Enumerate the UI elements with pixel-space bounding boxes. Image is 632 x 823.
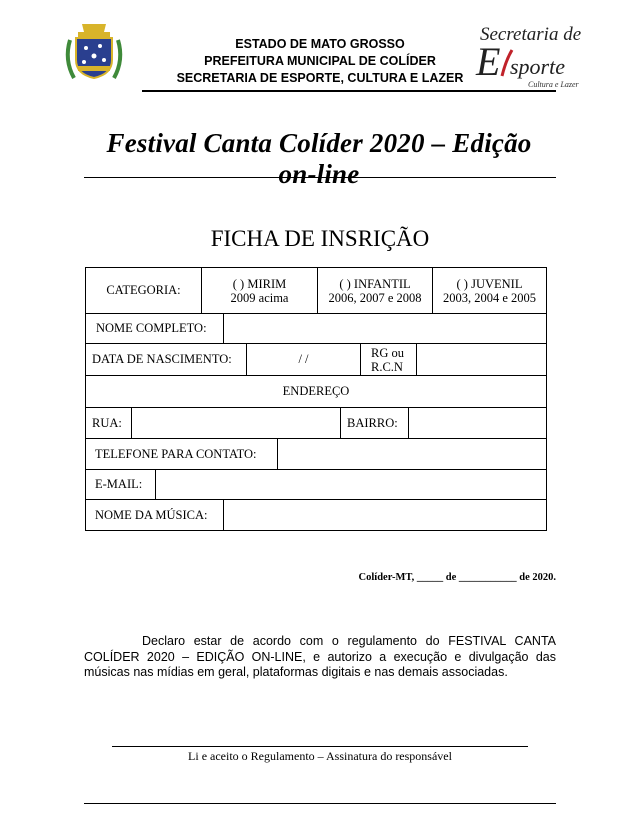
endereco-label: ENDEREÇO (282, 384, 350, 398)
header-state: ESTADO DE MATO GROSSO (235, 37, 405, 51)
category-row (85, 267, 547, 314)
header-secretaria: SECRETARIA DE ESPORTE, CULTURA E LAZER (176, 71, 464, 85)
category-option-juvenil[interactable] (433, 268, 546, 313)
logo-letter-e: E (476, 39, 501, 84)
form-title: FICHA DE INSRIÇÃO (210, 226, 430, 251)
email-label: E-MAIL: (86, 470, 156, 499)
footer-divider (84, 803, 556, 804)
telefone-field[interactable] (278, 439, 546, 469)
logo-line3: Cultura e Lazer (528, 80, 579, 89)
bairro-field[interactable] (409, 408, 546, 438)
declaration-text: Declaro estar de acordo com o regulamento do FESTIVAL CANTA COLÍDER 2020 – EDIÇÃO ON-LINE, e autorizo a execução e divulgação das músicas nas mídias em geral, plataformas digitais e nas demais associadas. (84, 634, 556, 679)
musica-row (85, 500, 547, 531)
data-nascimento-field[interactable]: / / (247, 344, 361, 375)
nome-completo-row (85, 314, 547, 344)
secretaria-esporte-logo (476, 24, 582, 90)
category-label: CATEGORIA: (86, 268, 202, 313)
rg-label (361, 344, 417, 375)
category-mirim-line2: 2009 acima (230, 290, 289, 305)
data-nascimento-row (85, 344, 547, 376)
category-option-infantil[interactable] (318, 268, 433, 313)
musica-label: NOME DA MÚSICA: (86, 500, 224, 530)
category-mirim-line1: ( ) MIRIM (232, 276, 287, 291)
nome-completo-field[interactable] (224, 314, 546, 343)
logo-line2: sporte (510, 54, 565, 79)
festival-title: Festival Canta Colíder 2020 – Edição on-line (106, 128, 532, 189)
bairro-label: BAIRRO: (341, 408, 409, 438)
data-nascimento-label: DATA DE NASCIMENTO: (86, 344, 247, 375)
registration-form (85, 267, 547, 531)
category-juvenil-line1: ( ) JUVENIL (456, 276, 523, 291)
rg-label-line1: RG ou (371, 345, 404, 360)
signature-line[interactable] (112, 746, 528, 747)
category-option-mirim[interactable] (202, 268, 318, 313)
date-line: Colíder-MT, _____ de ___________ de 2020. (358, 572, 556, 583)
header-title-block (160, 36, 480, 87)
telefone-label: TELEFONE PARA CONTATO: (86, 439, 278, 469)
coat-of-arms-icon (60, 20, 128, 82)
logo-line1: Secretaria de (480, 24, 582, 45)
musica-field[interactable] (224, 500, 546, 530)
header-prefeitura: PREFEITURA MUNICIPAL DE COLÍDER (204, 54, 436, 68)
rua-field[interactable] (132, 408, 341, 438)
category-infantil-line2: 2006, 2007 e 2008 (328, 290, 422, 305)
endereco-row (85, 376, 547, 408)
nome-completo-label: NOME COMPLETO: (86, 314, 224, 343)
category-infantil-line1: ( ) INFANTIL (339, 276, 411, 291)
telefone-row (85, 439, 547, 470)
rg-field[interactable] (417, 344, 546, 375)
email-field[interactable] (156, 470, 546, 499)
rg-label-line2: R.C.N (371, 359, 403, 374)
rua-bairro-row (85, 408, 547, 439)
category-juvenil-line2: 2003, 2004 e 2005 (442, 290, 537, 305)
title-divider (84, 177, 556, 178)
header-divider (142, 90, 556, 92)
email-row (85, 470, 547, 500)
rua-label: RUA: (86, 408, 132, 438)
signature-label: Li e aceito o Regulamento – Assinatura do responsável (188, 749, 452, 763)
